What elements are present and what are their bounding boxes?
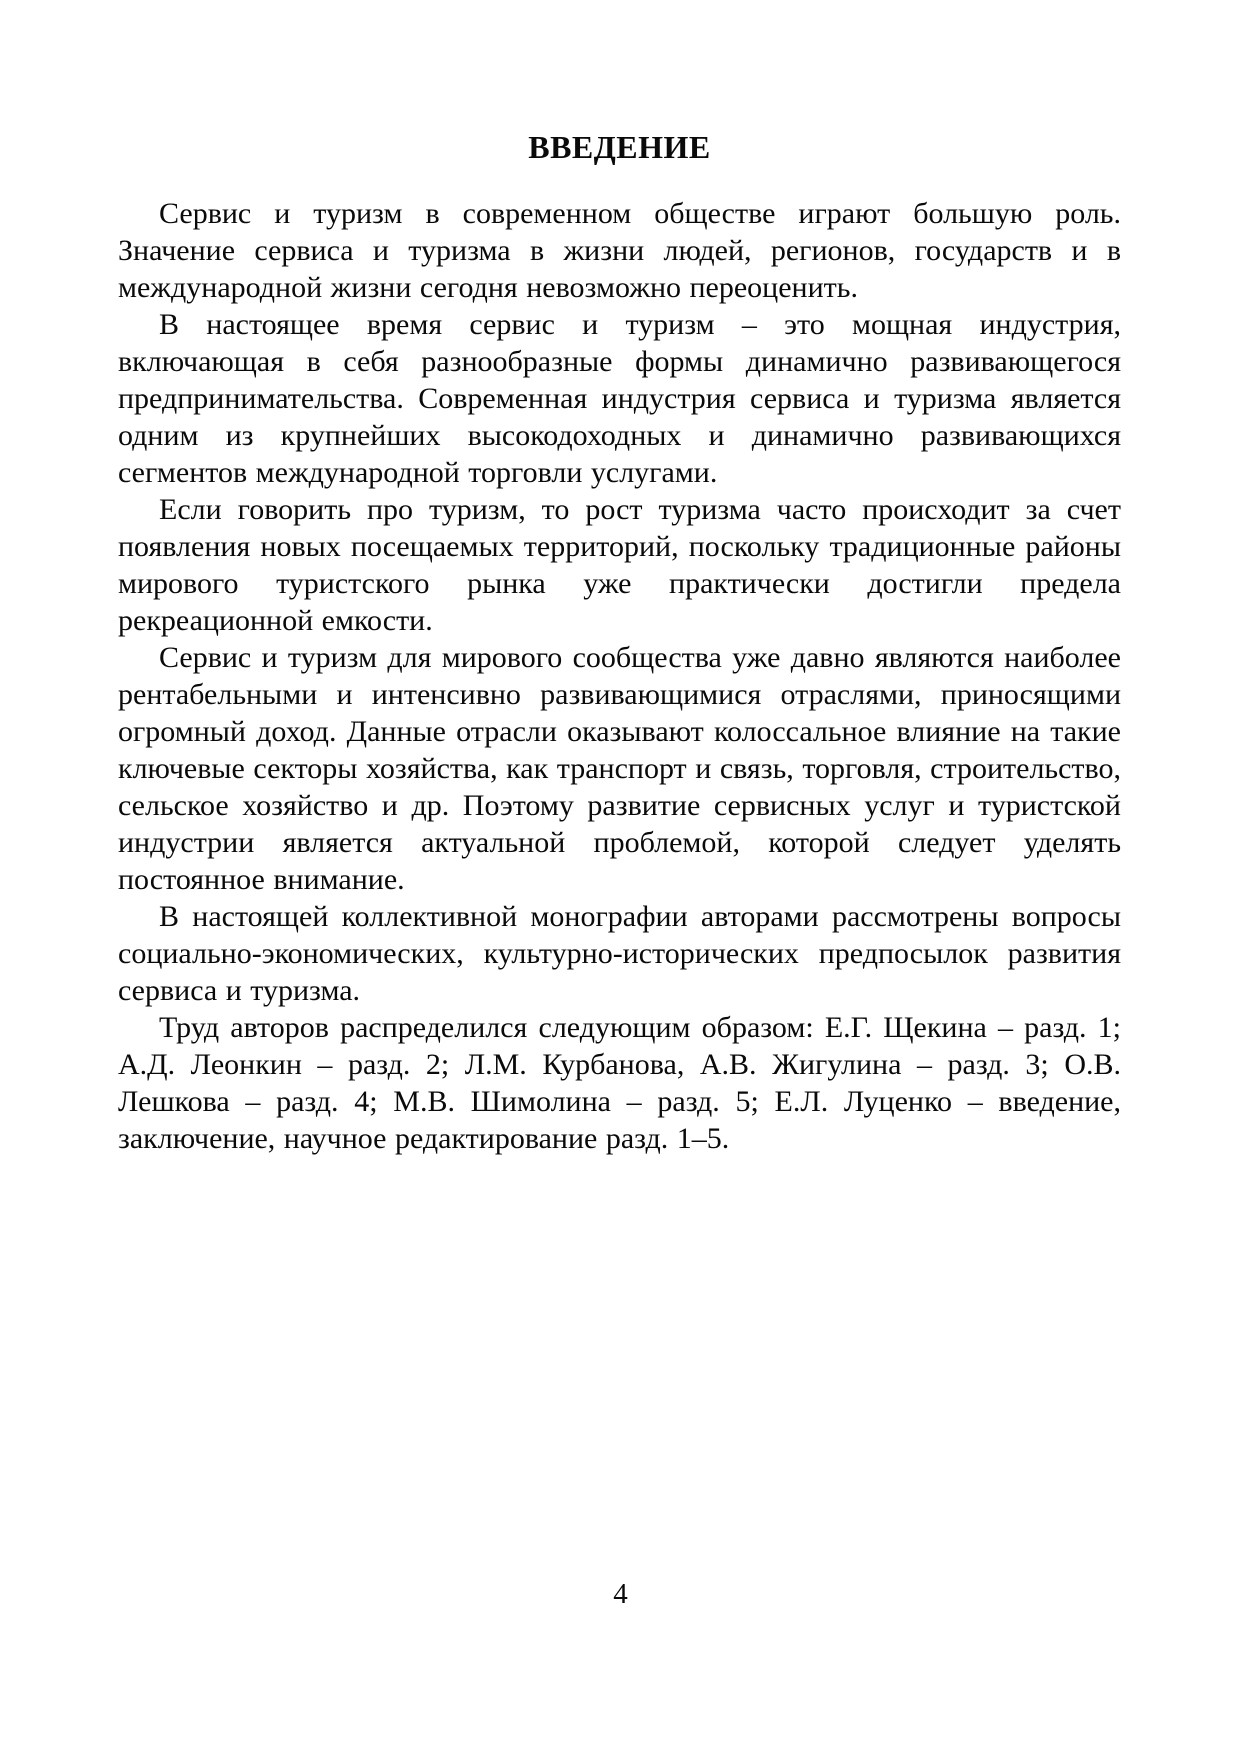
paragraph-1: Сервис и туризм в современном обществе играют большую роль. Значение сервиса и туризма в жизни людей, регионов, государств и в международной жизни сегодня невозможно переоценить. bbox=[118, 197, 1121, 304]
page-content-column bbox=[118, 0, 1121, 1754]
paragraph-5: В настоящей коллективной монографии авторами рассмотрены вопросы социально-экономических, культурно-исторических предпосылок развития сервиса и туризма. bbox=[118, 900, 1121, 1007]
paragraph-4: Сервис и туризм для мирового сообщества уже давно являются наиболее рентабельными и интенсивно развивающимися отраслями, приносящими огромный доход. Данные отрасли оказывают колоссальное влияние на такие ключевые секторы хозяйства, как транспорт и связь, торговля, строительство, сельское хозяйство и др. Поэтому развитие сервисных услуг и туристской индустрии является актуальной проблемой, которой следует уделять постоянное внимание. bbox=[118, 641, 1121, 896]
page-number: 4 bbox=[613, 1578, 628, 1610]
paragraph-6: Труд авторов распределился следующим образом: Е.Г. Щекина – разд. 1; А.Д. Леонкин – разд. 2; Л.М. Курбанова, А.В. Жигулина – разд. 3; О.В. Лешкова – разд. 4; М.В. Шимолина – разд. 5; Е.Л. Луценко – введение, заключение, научное редактирование разд. 1–5. bbox=[118, 1011, 1121, 1155]
page-title: ВВЕДЕНИЕ bbox=[528, 129, 711, 165]
paragraph-2: В настоящее время сервис и туризм – это мощная индустрия, включающая в себя разнообразные формы динамично развивающегося предпринимательства. Современная индустрия сервиса и туризма является одним из крупнейших высокодоходных и динамично развивающихся сегментов международной торговли услугами. bbox=[118, 308, 1121, 489]
body-text bbox=[118, 195, 1121, 1157]
paragraph-3: Если говорить про туризм, то рост туризма часто происходит за счет появления новых посещаемых территорий, поскольку традиционные районы мирового туристского рынка уже практически достигли предела рекреационной емкости. bbox=[118, 493, 1121, 637]
